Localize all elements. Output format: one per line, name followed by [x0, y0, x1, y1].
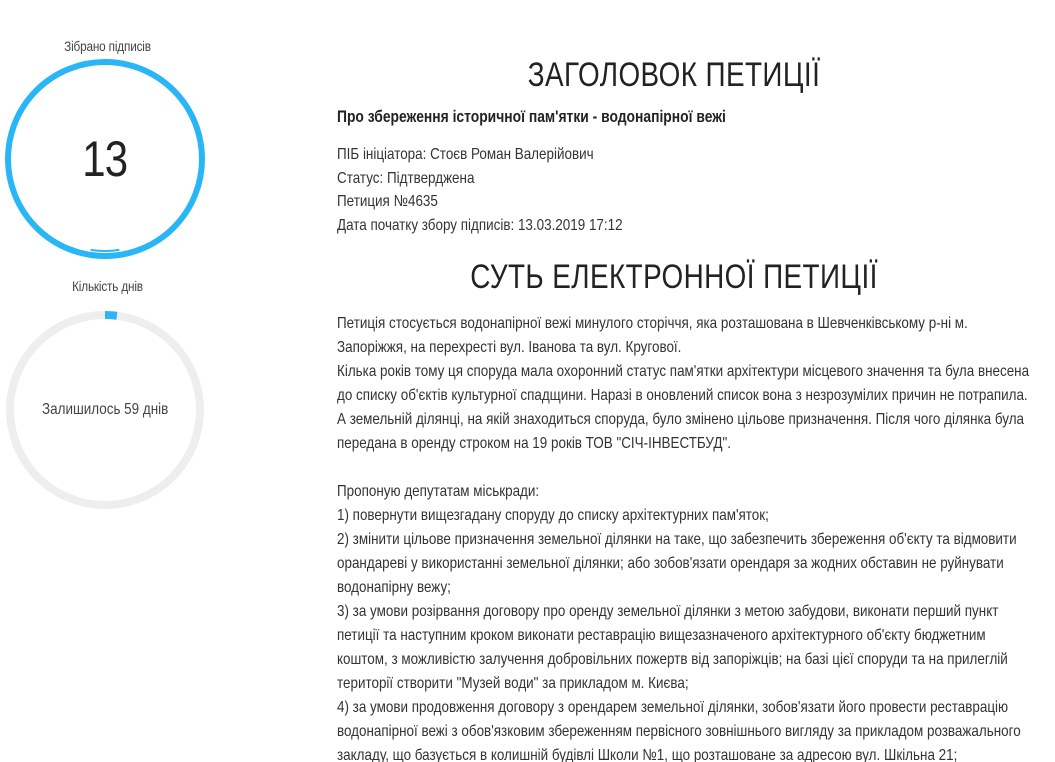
essence-heading: СУТЬ ЕЛЕКТРОННОЇ ПЕТИЦІЇ [470, 258, 878, 296]
petition-status: Статус: Підтверджена [337, 169, 475, 187]
petition-body-line: 3) за умови розірвання договору про оренду земельної ділянки з метою забудови, виконати перший пункт [337, 603, 999, 620]
signatures-progress-ring [4, 58, 206, 260]
petition-body-line: орандареві у використанні земельної ділянки; або зобов'язати орендаря за жодних обставин не руйнувати [337, 555, 1004, 572]
petition-body-line: території створити "Музей води" за прикладом м. Києва; [337, 675, 689, 692]
petition-body-line: Пропоную депутатам міськради: [337, 483, 540, 500]
initiator-name: ПІБ ініціатора: Стоєв Роман Валерійович [337, 146, 594, 163]
petition-body-line: до списку об'єктів культурної спадщини. Наразі в оновлений список вона з незрозумілих причин не потрапила. [337, 387, 1028, 404]
petition-body-line: петиції та наступним кроком виконати реставрацію вищезазначеного архітектурного об'єкту бюджетним [337, 627, 986, 644]
days-widget [0, 278, 215, 418]
collection-start-date: Дата початку збору підписів: 13.03.2019 17:12 [337, 217, 623, 235]
petition-body-line: водонапірної вежі з обов'язковим збереженням первісного зовнішнього вигляду за прикладом розважального [337, 723, 1021, 740]
petition-body-line: Петиція стосується водонапірної вежі минулого сторіччя, яка розташована в Шевченківському р-ні м. [337, 315, 968, 332]
days-progress-ring [4, 309, 206, 511]
petition-body-line: 2) змінити цільове призначення земельної ділянки на таке, що забезпечить збереження об'єкту та відмовити [337, 531, 1017, 548]
days-remaining: Залишилось 59 днів [41, 401, 169, 418]
petition-body-line: закладу, що базується в колишній будівлі Школи №1, що розташоване за адресою вул. Шкільна 21; [337, 747, 958, 762]
signatures-widget [0, 38, 215, 187]
signatures-count: 13 [82, 131, 128, 187]
petition-meta [337, 143, 677, 238]
petition-body-line: 4) за умови продовження договору з орендарем земельної ділянки, зобов'язати його провести реставрацію [337, 699, 1009, 716]
petition-body-line: коштом, з можливістю залучення добровільних пожертв від запоріжців; на базі цієї споруди та на прилеглій [337, 651, 1008, 668]
petition-sidebar [0, 0, 215, 762]
petition-body [337, 312, 1055, 762]
petition-number: Петиция №4635 [337, 193, 438, 211]
petition-body-line: 1) повернути вищезгадану споруду до списку архітектурних пам'яток; [337, 507, 769, 524]
days-label: Кількість днів [72, 278, 143, 294]
petition-body-line: водонапірну вежу; [337, 579, 451, 596]
petition-body-line: Кілька років тому ця споруда мала охоронний статус пам'ятки архітектури місцевого значення та була внесена [337, 363, 1030, 380]
petition-heading: ЗАГОЛОВОК ПЕТИЦІЇ [527, 56, 821, 94]
petition-subject: Про збереження історичної пам'ятки - водонапірної вежі [337, 108, 726, 126]
petition-body-line: Запоріжжя, на перехресті вул. Іванова та вул. Кругової. [337, 339, 682, 356]
petition-body-line: передана в оренду строком на 19 років ТОВ "СІЧ-ІНВЕСТБУД". [337, 435, 731, 452]
paragraph-spacer [337, 456, 1029, 480]
signatures-label: Зібрано підписів [64, 38, 151, 54]
petition-body-line: А земельній ділянці, на якій знаходиться споруда, було змінено цільове призначення. Після чого ділянка була [337, 411, 1025, 428]
